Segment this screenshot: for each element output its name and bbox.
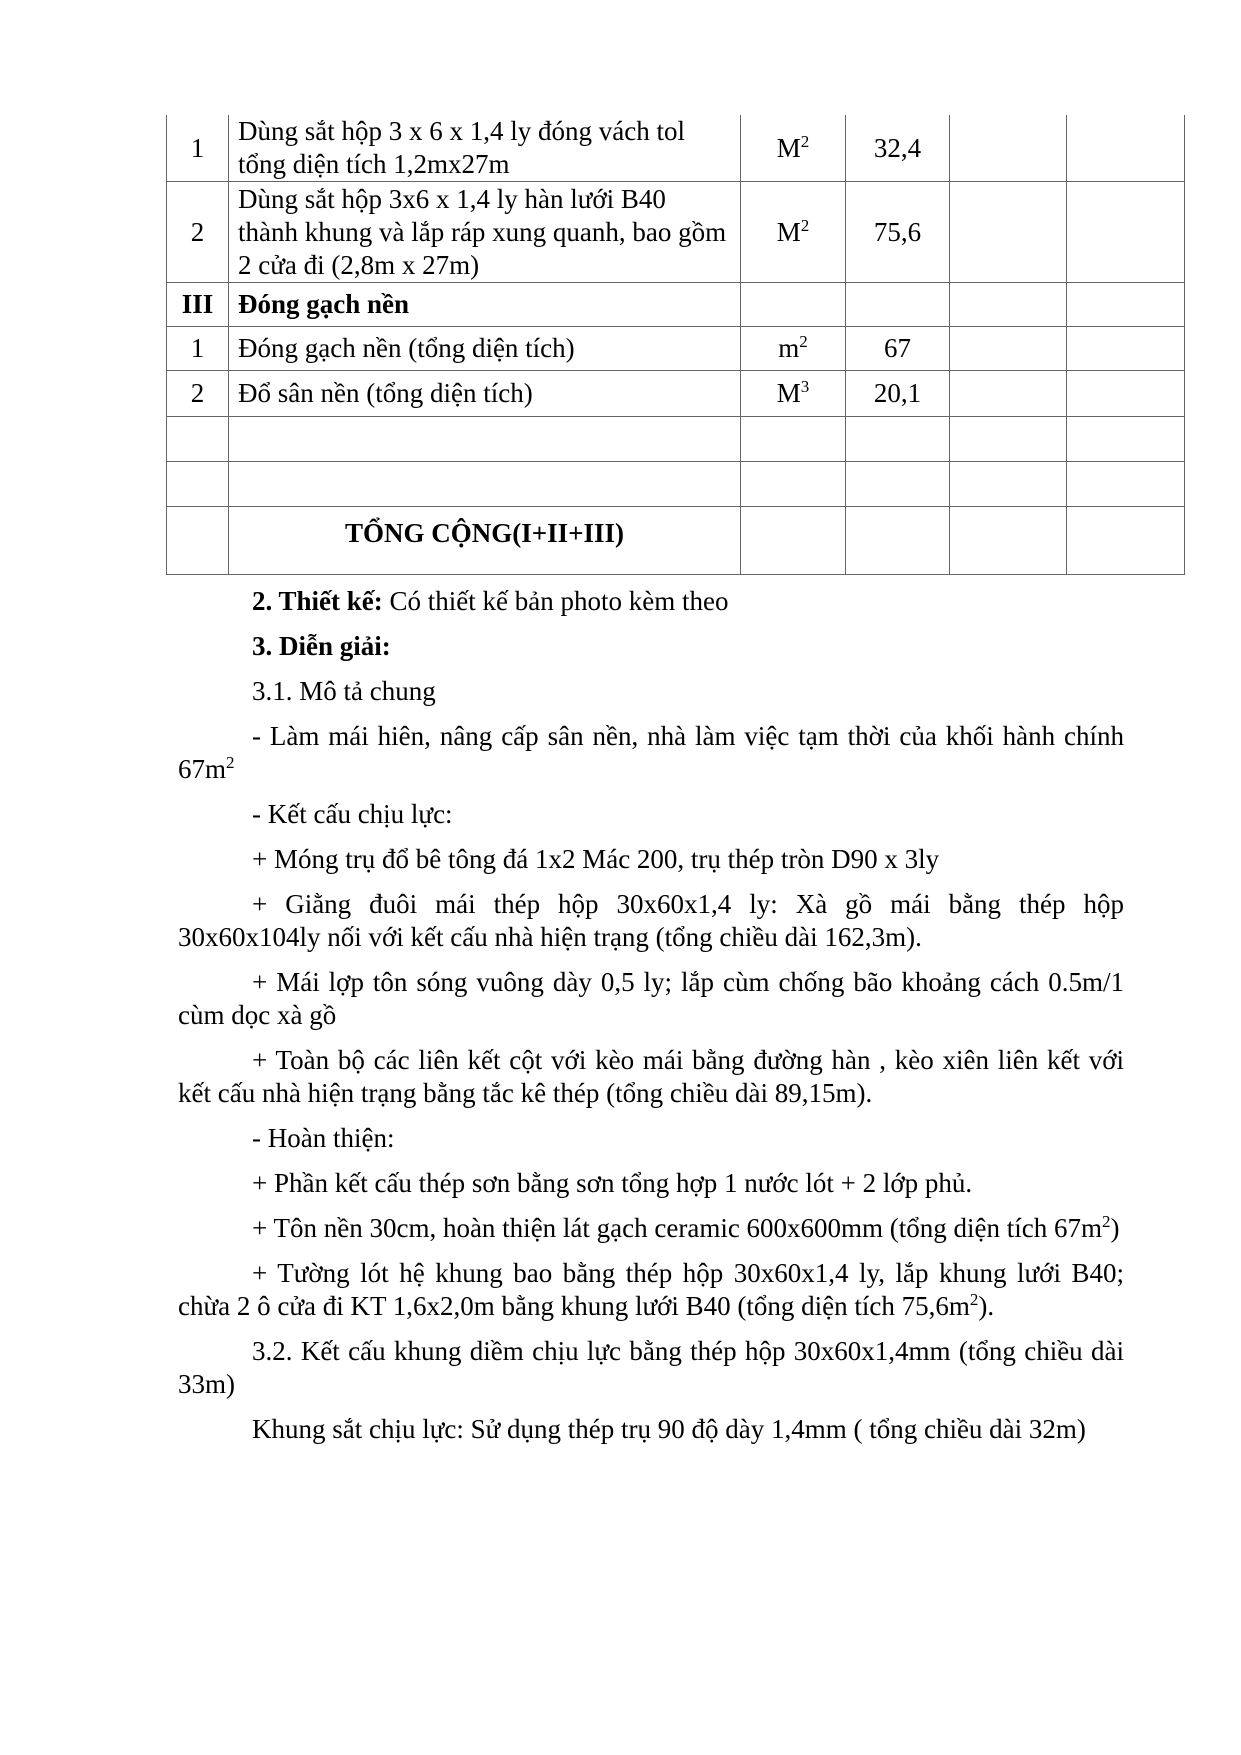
empty-cell	[741, 283, 846, 327]
table-row	[167, 182, 1185, 283]
total-row	[167, 507, 1185, 575]
row-number: 1	[167, 327, 229, 371]
empty-cell	[846, 507, 950, 575]
row-quantity: 75,6	[846, 182, 950, 283]
row-description: Đổ sân nền (tổng diện tích)	[229, 371, 741, 417]
empty-row	[167, 417, 1185, 462]
paragraph: - Làm mái hiên, nâng cấp sân nền, nhà làm việc tạm thời của khối hành chính $67m^2$	[178, 721, 1124, 784]
paragraph: + Mái lợp tôn sóng vuông dày 0,5 ly; lắp cùm chống bão khoảng cách 0.5m/1 cùm dọc xà gồ	[178, 967, 1124, 1030]
paragraph: Khung sắt chịu lực: Sử dụng thép trụ 90 độ dày 1,4mm ( tổng chiều dài 32m)	[252, 1414, 1086, 1444]
document-body	[178, 585, 1124, 1446]
empty-cell	[1067, 507, 1185, 575]
row-number: 1	[167, 115, 229, 182]
empty-cell	[167, 507, 229, 575]
paragraph: + Phần kết cấu thép sơn bằng sơn tổng hợp 1 nước lót + 2 lớp phủ.	[252, 1168, 973, 1198]
paragraph: + Tôn nền 30cm, hoàn thiện lát gạch ceramic 600x600mm (tổng diện tích $67m^2$)	[252, 1212, 1120, 1243]
section-title: Đóng gạch nền	[229, 283, 741, 327]
row-quantity: 32,4	[846, 115, 950, 182]
table-section-row	[167, 283, 1185, 327]
empty-cell	[1067, 283, 1185, 327]
total-label: TỔNG CỘNG(I+II+III)	[229, 507, 741, 575]
empty-cell	[950, 115, 1067, 182]
subsection-3-1-heading: 3.1. Mô tả chung	[252, 676, 436, 706]
row-quantity: 67	[846, 327, 950, 371]
section-3-heading: 3. Diễn giải:	[252, 631, 391, 661]
empty-row	[167, 462, 1185, 507]
paragraph: + Giằng đuôi mái thép hộp 30x60x1,4 ly: Xà gồ mái bằng thép hộp 30x60x104ly nối với kết cấu nhà hiện trạng (tổng chiều dài 162,3m).	[178, 889, 1124, 952]
table-row	[167, 371, 1185, 417]
empty-cell	[1067, 115, 1185, 182]
empty-cell	[846, 283, 950, 327]
row-number: 2	[167, 371, 229, 417]
empty-cell	[1067, 371, 1185, 417]
empty-cell	[950, 327, 1067, 371]
paragraph: + Tường lót hệ khung bao bằng thép hộp 30x60x1,4 ly, lắp khung lưới B40; chừa 2 ô cửa đi KT 1,6x2,0m bằng khung lưới B40 (tổng diện tích $75,6m^2$).	[178, 1258, 1124, 1321]
paragraph: + Toàn bộ các liên kết cột với kèo mái bằng đường hàn , kèo xiên liên kết với kết cấu nhà hiện trạng bằng tắc kê thép (tổng chiều dài 89,15m).	[178, 1045, 1124, 1108]
row-unit: $M^3$	[741, 371, 846, 417]
table-row	[167, 115, 1185, 182]
empty-cell	[950, 507, 1067, 575]
empty-cell	[1067, 182, 1185, 283]
row-unit: $M^2$	[741, 115, 846, 182]
section-2-paragraph: 2. Thiết kế: Có thiết kế bản photo kèm theo	[252, 586, 729, 616]
row-description: Dùng sắt hộp 3 x 6 x 1,4 ly đóng vách tol tổng diện tích 1,2mx27m	[229, 115, 741, 182]
empty-cell	[741, 507, 846, 575]
row-description: Dùng sắt hộp 3x6 x 1,4 ly hàn lưới B40 thành khung và lắp ráp xung quanh, bao gồm 2 cửa đi (2,8m x 27m)	[229, 182, 741, 283]
empty-cell	[950, 182, 1067, 283]
section-number: III	[167, 283, 229, 327]
paragraph: - Hoàn thiện:	[252, 1123, 395, 1153]
row-unit: $m^2$	[741, 327, 846, 371]
empty-cell	[950, 283, 1067, 327]
row-quantity: 20,1	[846, 371, 950, 417]
row-description: Đóng gạch nền (tổng diện tích)	[229, 327, 741, 371]
empty-cell	[1067, 327, 1185, 371]
subsection-3-2-paragraph: 3.2. Kết cấu khung diềm chịu lực bằng thép hộp 30x60x1,4mm (tổng chiều dài 33m)	[178, 1336, 1124, 1399]
empty-cell	[950, 371, 1067, 417]
row-number: 2	[167, 182, 229, 283]
row-unit: $M^2$	[741, 182, 846, 283]
work-items-table	[166, 115, 1185, 575]
paragraph: - Kết cấu chịu lực:	[252, 799, 453, 829]
table-row	[167, 327, 1185, 371]
section-2-heading: 2. Thiết kế:	[252, 586, 383, 616]
paragraph: + Móng trụ đổ bê tông đá 1x2 Mác 200, trụ thép tròn D90 x 3ly	[252, 844, 940, 874]
